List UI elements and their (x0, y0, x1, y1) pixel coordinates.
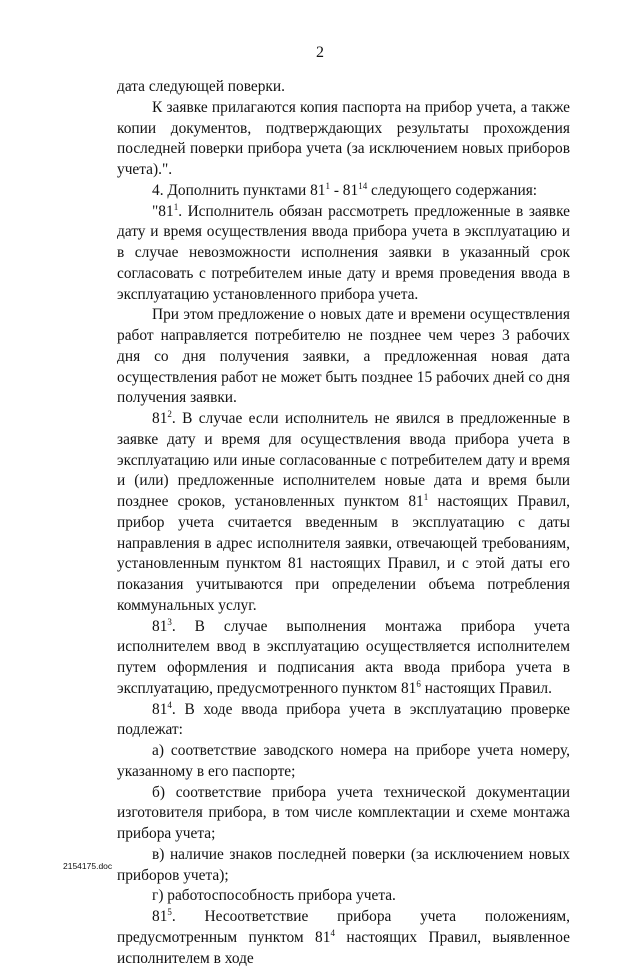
list-item-v: в) наличие знаков последней поверки (за исключением новых приборов учета); (117, 845, 570, 884)
paragraph-new-date-proposal: При этом предложение о новых дате и времени осуществления работ направляется потребителю не позднее чем через 3 рабочих дня со дня получения заявки, а предложенная новая дата осуществления работ не может быть позднее 15 рабочих дней со дня получения заявки. (117, 306, 570, 407)
paragraph-81-2: $81^2$. В случае если исполнитель не явился в предложенные в заявке дату и время для осуществления ввода прибора учета в эксплуатацию или иные согласованные с потребителем дату и время и (или) предложенные исполнителем новые дата и время были позднее сроков, установленных пунктом $81^1$ настоящих Правил, прибор учета считается введенным в эксплуатацию с даты направления в адрес исполнителя заявки, отвечающей требованиям, установленным пунктом 81 настоящих Правил, и с этой даты его показания учитываются при определении объема потребления коммунальных услуг. (117, 409, 570, 614)
list-item-b: б) соответствие прибора учета технической документации изготовителя прибора, в том числе комплектации и схеме монтажа прибора учета; (117, 783, 570, 842)
footer-filename: 2154175.doc (63, 861, 113, 871)
paragraph-amendment-4: 4. Дополнить пунктами $81^1 - 81^{14}$ следующего содержания: (152, 180, 538, 199)
page-number: 2 (316, 44, 324, 61)
paragraph-81-4: $81^4$. В ходе ввода прибора учета в эксплуатацию проверке подлежат: (117, 699, 570, 739)
paragraph-81-3: $81^3$. В случае выполнения монтажа прибора учета исполнителем ввод в эксплуатацию осуществляется исполнителем путем оформления и подписания акта ввода прибора учета в эксплуатацию, предусмотренного пунктом $81^6$ настоящих Правил. (117, 616, 570, 697)
paragraph-attachments: К заявке прилагаются копия паспорта на прибор учета, а также копии документов, подтверждающих результаты прохождения последней поверки прибора учета (за исключением новых приборов учета).". (117, 98, 570, 178)
paragraph-81-1: "$81^1$. Исполнитель обязан рассмотреть предложенные в заявке дату и время осуществления ввода прибора учета в эксплуатацию и в случае невозможности исполнения заявки в указанный срок согласовать с потребителем иные дату и время проведения ввода в эксплуатацию установленного прибора учета. (117, 201, 570, 303)
document-body (117, 77, 570, 969)
paragraph-next-verification-date: дата следующей поверки. (117, 78, 285, 95)
paragraph-81-5: $81^5$. Несоответствие прибора учета положениям, предусмотренным пунктом $81^4$ настоящих Правил, выявленное исполнителем в ходе (117, 907, 570, 967)
list-item-g: г) работоспособность прибора учета. (152, 887, 396, 905)
list-item-a: а) соответствие заводского номера на приборе учета номеру, указанному в его паспорте; (117, 742, 570, 780)
